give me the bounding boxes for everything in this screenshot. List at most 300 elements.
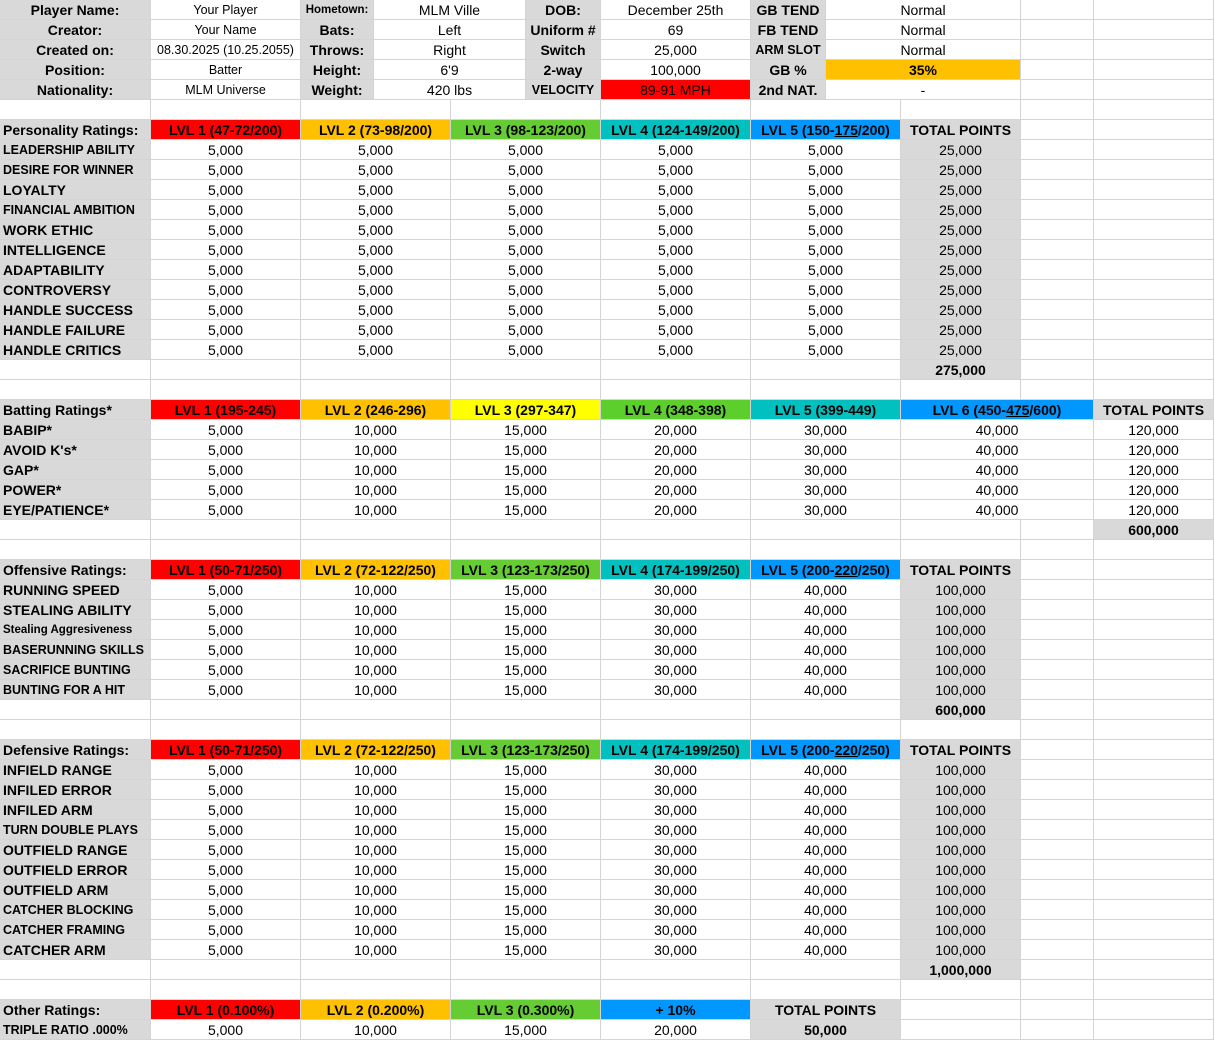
empty-cell[interactable] <box>1021 780 1094 800</box>
empty-cell[interactable] <box>601 360 751 380</box>
rating-cost[interactable]: 5,000 <box>151 860 301 880</box>
level-header[interactable]: LVL 2 (72-122/250) <box>301 560 451 580</box>
rating-cost[interactable]: 5,000 <box>451 280 601 300</box>
empty-cell[interactable] <box>0 960 151 980</box>
empty-cell[interactable] <box>601 720 751 740</box>
rating-cost[interactable]: 15,000 <box>451 440 601 460</box>
empty-cell[interactable] <box>301 520 451 540</box>
rating-total[interactable]: 25,000 <box>901 320 1021 340</box>
empty-cell[interactable] <box>1094 0 1214 20</box>
rating-cost[interactable]: 5,000 <box>151 920 301 940</box>
level-header[interactable]: LVL 3 (123-173/250) <box>451 560 601 580</box>
info-label[interactable]: Position: <box>0 60 151 80</box>
level-header[interactable]: LVL 3 (98-123/200) <box>451 120 601 140</box>
rating-cost[interactable]: 10,000 <box>301 940 451 960</box>
level-header[interactable]: LVL 3 (123-173/250) <box>451 740 601 760</box>
info-label[interactable]: 2-way <box>526 60 601 80</box>
empty-cell[interactable] <box>1021 940 1094 960</box>
level-header[interactable]: LVL 2 (0.200%) <box>301 1000 451 1020</box>
empty-cell[interactable] <box>1021 120 1094 140</box>
rating-cost[interactable]: 5,000 <box>151 220 301 240</box>
rating-cost[interactable]: 5,000 <box>151 260 301 280</box>
empty-cell[interactable] <box>901 100 1021 120</box>
empty-cell[interactable] <box>601 700 751 720</box>
rating-cost[interactable]: 5,000 <box>751 140 901 160</box>
info-label[interactable]: 2nd NAT. <box>751 80 826 100</box>
rating-cost[interactable]: 5,000 <box>151 340 301 360</box>
info-value[interactable]: MLM Ville <box>374 0 526 20</box>
empty-cell[interactable] <box>301 540 451 560</box>
empty-cell[interactable] <box>451 540 601 560</box>
total-points-header[interactable]: TOTAL POINTS <box>1094 400 1214 420</box>
info-label[interactable]: Player Name: <box>0 0 151 20</box>
rating-total[interactable]: 120,000 <box>1094 460 1214 480</box>
empty-cell[interactable] <box>1021 100 1094 120</box>
empty-cell[interactable] <box>1094 940 1214 960</box>
total-points-header[interactable]: TOTAL POINTS <box>901 560 1021 580</box>
empty-cell[interactable] <box>1094 900 1214 920</box>
empty-cell[interactable] <box>901 1020 1021 1040</box>
rating-cost[interactable]: 10,000 <box>301 640 451 660</box>
rating-cost[interactable]: 10,000 <box>301 780 451 800</box>
section-title[interactable]: Other Ratings: <box>0 1000 151 1020</box>
empty-cell[interactable] <box>1094 60 1214 80</box>
empty-cell[interactable] <box>1021 20 1094 40</box>
empty-cell[interactable] <box>901 380 1021 400</box>
rating-cost[interactable]: 15,000 <box>451 500 601 520</box>
rating-cost[interactable]: 15,000 <box>451 760 601 780</box>
rating-cost[interactable]: 30,000 <box>601 760 751 780</box>
rating-cost[interactable]: 10,000 <box>301 840 451 860</box>
empty-cell[interactable] <box>0 980 151 1000</box>
rating-cost[interactable]: 5,000 <box>151 180 301 200</box>
grand-total[interactable]: 600,000 <box>1094 520 1214 540</box>
rating-cost[interactable]: 40,000 <box>751 600 901 620</box>
rating-cost[interactable]: 10,000 <box>301 420 451 440</box>
rating-cost[interactable]: 5,000 <box>601 340 751 360</box>
empty-cell[interactable] <box>1094 700 1214 720</box>
empty-cell[interactable] <box>1021 800 1094 820</box>
rating-cost[interactable]: 40,000 <box>751 620 901 640</box>
rating-cost[interactable]: 5,000 <box>151 420 301 440</box>
info-label[interactable]: VELOCITY <box>526 80 601 100</box>
empty-cell[interactable] <box>1094 620 1214 640</box>
info-value[interactable]: 89-91 MPH <box>601 80 751 100</box>
grand-total[interactable]: 275,000 <box>901 360 1021 380</box>
empty-cell[interactable] <box>1094 840 1214 860</box>
rating-name[interactable]: WORK ETHIC <box>0 220 151 240</box>
empty-cell[interactable] <box>1094 380 1214 400</box>
info-label[interactable]: GB TEND <box>751 0 826 20</box>
empty-cell[interactable] <box>301 980 451 1000</box>
empty-cell[interactable] <box>1094 760 1214 780</box>
level-header[interactable]: LVL 2 (72-122/250) <box>301 740 451 760</box>
empty-cell[interactable] <box>151 960 301 980</box>
empty-cell[interactable] <box>1094 360 1214 380</box>
rating-cost[interactable]: 30,000 <box>751 480 901 500</box>
rating-cost[interactable]: 5,000 <box>301 200 451 220</box>
rating-cost[interactable]: 5,000 <box>601 180 751 200</box>
rating-cost[interactable]: 5,000 <box>151 440 301 460</box>
rating-cost[interactable]: 5,000 <box>451 260 601 280</box>
empty-cell[interactable] <box>1021 600 1094 620</box>
rating-cost[interactable]: 5,000 <box>751 260 901 280</box>
rating-cost[interactable]: 15,000 <box>451 880 601 900</box>
empty-cell[interactable] <box>1021 40 1094 60</box>
empty-cell[interactable] <box>1094 580 1214 600</box>
rating-name[interactable]: HANDLE CRITICS <box>0 340 151 360</box>
info-value[interactable]: Normal <box>826 20 1021 40</box>
rating-cost[interactable]: 30,000 <box>751 420 901 440</box>
rating-cost[interactable]: 40,000 <box>751 800 901 820</box>
rating-total[interactable]: 25,000 <box>901 220 1021 240</box>
rating-cost[interactable]: 30,000 <box>601 680 751 700</box>
rating-cost[interactable]: 30,000 <box>751 460 901 480</box>
empty-cell[interactable] <box>751 360 901 380</box>
empty-cell[interactable] <box>601 100 751 120</box>
rating-cost[interactable]: 10,000 <box>301 500 451 520</box>
rating-cost[interactable]: 30,000 <box>601 780 751 800</box>
rating-cost[interactable]: 5,000 <box>151 640 301 660</box>
empty-cell[interactable] <box>1094 280 1214 300</box>
empty-cell[interactable] <box>1021 280 1094 300</box>
empty-cell[interactable] <box>0 360 151 380</box>
level-header[interactable]: LVL 3 (0.300%) <box>451 1000 601 1020</box>
empty-cell[interactable] <box>1021 360 1094 380</box>
rating-cost[interactable]: 5,000 <box>601 140 751 160</box>
empty-cell[interactable] <box>1021 580 1094 600</box>
rating-cost[interactable]: 15,000 <box>451 600 601 620</box>
rating-cost[interactable]: 20,000 <box>601 480 751 500</box>
info-value[interactable]: Batter <box>151 60 301 80</box>
rating-total[interactable]: 25,000 <box>901 340 1021 360</box>
rating-cost[interactable]: 40,000 <box>751 840 901 860</box>
rating-cost[interactable]: 30,000 <box>601 660 751 680</box>
empty-cell[interactable] <box>1094 680 1214 700</box>
empty-cell[interactable] <box>1094 720 1214 740</box>
empty-cell[interactable] <box>1094 660 1214 680</box>
empty-cell[interactable] <box>1021 640 1094 660</box>
rating-cost[interactable]: 5,000 <box>451 180 601 200</box>
empty-cell[interactable] <box>1021 80 1094 100</box>
rating-cost[interactable]: 5,000 <box>151 580 301 600</box>
rating-cost[interactable]: 5,000 <box>151 660 301 680</box>
rating-cost[interactable]: 30,000 <box>601 840 751 860</box>
rating-cost[interactable]: 15,000 <box>451 460 601 480</box>
info-value[interactable]: 100,000 <box>601 60 751 80</box>
empty-cell[interactable] <box>151 700 301 720</box>
empty-cell[interactable] <box>301 380 451 400</box>
info-value[interactable]: December 25th <box>601 0 751 20</box>
rating-cost[interactable]: 5,000 <box>151 500 301 520</box>
rating-cost[interactable]: 10,000 <box>301 620 451 640</box>
rating-total[interactable]: 100,000 <box>901 800 1021 820</box>
empty-cell[interactable] <box>151 980 301 1000</box>
rating-cost[interactable]: 5,000 <box>151 300 301 320</box>
rating-name[interactable]: HANDLE FAILURE <box>0 320 151 340</box>
rating-cost[interactable]: 15,000 <box>451 1020 601 1040</box>
rating-cost[interactable]: 5,000 <box>751 280 901 300</box>
empty-cell[interactable] <box>1021 60 1094 80</box>
empty-cell[interactable] <box>901 1000 1021 1020</box>
rating-cost[interactable]: 30,000 <box>751 440 901 460</box>
info-label[interactable]: Throws: <box>301 40 374 60</box>
rating-cost[interactable]: 5,000 <box>151 840 301 860</box>
level-header[interactable]: LVL 4 (124-149/200) <box>601 120 751 140</box>
empty-cell[interactable] <box>1021 300 1094 320</box>
empty-cell[interactable] <box>1094 240 1214 260</box>
rating-cost[interactable]: 10,000 <box>301 680 451 700</box>
rating-total[interactable]: 100,000 <box>901 580 1021 600</box>
rating-total[interactable]: 25,000 <box>901 180 1021 200</box>
empty-cell[interactable] <box>1021 540 1094 560</box>
info-value[interactable]: 420 lbs <box>374 80 526 100</box>
rating-cost[interactable]: 5,000 <box>451 140 601 160</box>
empty-cell[interactable] <box>1021 160 1094 180</box>
info-label[interactable]: Created on: <box>0 40 151 60</box>
empty-cell[interactable] <box>1021 240 1094 260</box>
info-value[interactable]: MLM Universe <box>151 80 301 100</box>
rating-cost[interactable]: 5,000 <box>301 240 451 260</box>
rating-total[interactable]: 100,000 <box>901 620 1021 640</box>
info-value[interactable]: 69 <box>601 20 751 40</box>
empty-cell[interactable] <box>601 540 751 560</box>
rating-name[interactable]: RUNNING SPEED <box>0 580 151 600</box>
rating-cost[interactable]: 5,000 <box>301 280 451 300</box>
rating-cost[interactable]: 5,000 <box>301 140 451 160</box>
info-value[interactable]: 25,000 <box>601 40 751 60</box>
rating-cost[interactable]: 40,000 <box>901 500 1094 520</box>
rating-cost[interactable]: 5,000 <box>151 680 301 700</box>
rating-cost[interactable]: 5,000 <box>751 300 901 320</box>
empty-cell[interactable] <box>751 520 901 540</box>
rating-cost[interactable]: 15,000 <box>451 480 601 500</box>
empty-cell[interactable] <box>1094 20 1214 40</box>
empty-cell[interactable] <box>1094 960 1214 980</box>
rating-cost[interactable]: 15,000 <box>451 780 601 800</box>
empty-cell[interactable] <box>1094 260 1214 280</box>
rating-cost[interactable]: 15,000 <box>451 580 601 600</box>
rating-name[interactable]: CATCHER BLOCKING <box>0 900 151 920</box>
empty-cell[interactable] <box>751 700 901 720</box>
empty-cell[interactable] <box>901 980 1021 1000</box>
section-title[interactable]: Offensive Ratings: <box>0 560 151 580</box>
rating-total[interactable]: 25,000 <box>901 200 1021 220</box>
empty-cell[interactable] <box>1021 140 1094 160</box>
level-header[interactable]: LVL 1 (0.100%) <box>151 1000 301 1020</box>
level-header-max[interactable] <box>901 400 1094 420</box>
empty-cell[interactable] <box>1094 100 1214 120</box>
info-value[interactable]: Your Player <box>151 0 301 20</box>
rating-name[interactable]: BABIP* <box>0 420 151 440</box>
rating-cost[interactable]: 40,000 <box>751 640 901 660</box>
empty-cell[interactable] <box>1094 1020 1214 1040</box>
rating-cost[interactable]: 10,000 <box>301 1020 451 1040</box>
empty-cell[interactable] <box>1094 200 1214 220</box>
rating-name[interactable]: EYE/PATIENCE* <box>0 500 151 520</box>
total-points-header[interactable]: TOTAL POINTS <box>901 740 1021 760</box>
rating-cost[interactable]: 40,000 <box>901 480 1094 500</box>
rating-cost[interactable]: 30,000 <box>601 620 751 640</box>
empty-cell[interactable] <box>1021 660 1094 680</box>
empty-cell[interactable] <box>1021 0 1094 20</box>
rating-cost[interactable]: 20,000 <box>601 460 751 480</box>
rating-cost[interactable]: 5,000 <box>751 320 901 340</box>
empty-cell[interactable] <box>1094 1000 1214 1020</box>
info-label[interactable]: DOB: <box>526 0 601 20</box>
empty-cell[interactable] <box>1021 620 1094 640</box>
rating-cost[interactable]: 30,000 <box>601 940 751 960</box>
rating-total[interactable]: 100,000 <box>901 920 1021 940</box>
empty-cell[interactable] <box>301 960 451 980</box>
rating-cost[interactable]: 15,000 <box>451 420 601 440</box>
rating-cost[interactable]: 30,000 <box>601 820 751 840</box>
rating-cost[interactable]: 5,000 <box>301 160 451 180</box>
rating-total[interactable]: 25,000 <box>901 240 1021 260</box>
info-label[interactable]: GB % <box>751 60 826 80</box>
empty-cell[interactable] <box>151 380 301 400</box>
empty-cell[interactable] <box>1021 320 1094 340</box>
rating-name[interactable]: CATCHER ARM <box>0 940 151 960</box>
empty-cell[interactable] <box>1094 600 1214 620</box>
level-header[interactable]: LVL 1 (195-245) <box>151 400 301 420</box>
empty-cell[interactable] <box>1021 200 1094 220</box>
rating-cost[interactable]: 5,000 <box>751 220 901 240</box>
rating-cost[interactable]: 40,000 <box>901 460 1094 480</box>
rating-name[interactable]: TURN DOUBLE PLAYS <box>0 820 151 840</box>
empty-cell[interactable] <box>451 380 601 400</box>
rating-cost[interactable]: 5,000 <box>301 340 451 360</box>
empty-cell[interactable] <box>1021 880 1094 900</box>
rating-total[interactable]: 100,000 <box>901 660 1021 680</box>
rating-cost[interactable]: 15,000 <box>451 640 601 660</box>
level-header[interactable]: LVL 1 (47-72/200) <box>151 120 301 140</box>
rating-cost[interactable]: 15,000 <box>451 820 601 840</box>
info-label[interactable]: ARM SLOT <box>751 40 826 60</box>
rating-cost[interactable]: 30,000 <box>601 640 751 660</box>
rating-cost[interactable]: 5,000 <box>151 800 301 820</box>
section-title[interactable]: Defensive Ratings: <box>0 740 151 760</box>
rating-cost[interactable]: 5,000 <box>751 340 901 360</box>
empty-cell[interactable] <box>451 960 601 980</box>
rating-cost[interactable]: 5,000 <box>601 240 751 260</box>
info-label[interactable]: Uniform # <box>526 20 601 40</box>
rating-cost[interactable]: 5,000 <box>151 460 301 480</box>
empty-cell[interactable] <box>1094 320 1214 340</box>
rating-name[interactable]: SACRIFICE BUNTING <box>0 660 151 680</box>
rating-cost[interactable]: 40,000 <box>901 420 1094 440</box>
empty-cell[interactable] <box>1021 700 1094 720</box>
empty-cell[interactable] <box>1094 860 1214 880</box>
empty-cell[interactable] <box>751 540 901 560</box>
rating-cost[interactable]: 30,000 <box>601 880 751 900</box>
rating-name[interactable]: INFILED ERROR <box>0 780 151 800</box>
empty-cell[interactable] <box>1094 540 1214 560</box>
rating-name[interactable]: LOYALTY <box>0 180 151 200</box>
rating-name[interactable]: Stealing Aggresiveness <box>0 620 151 640</box>
empty-cell[interactable] <box>1021 220 1094 240</box>
rating-cost[interactable]: 5,000 <box>151 320 301 340</box>
grand-total[interactable]: 1,000,000 <box>901 960 1021 980</box>
rating-name[interactable]: STEALING ABILITY <box>0 600 151 620</box>
empty-cell[interactable] <box>901 720 1021 740</box>
empty-cell[interactable] <box>751 980 901 1000</box>
rating-cost[interactable]: 40,000 <box>751 580 901 600</box>
empty-cell[interactable] <box>1021 260 1094 280</box>
rating-cost[interactable]: 5,000 <box>151 900 301 920</box>
rating-cost[interactable]: 10,000 <box>301 460 451 480</box>
rating-cost[interactable]: 10,000 <box>301 820 451 840</box>
rating-cost[interactable]: 5,000 <box>151 820 301 840</box>
empty-cell[interactable] <box>301 360 451 380</box>
empty-cell[interactable] <box>1021 860 1094 880</box>
rating-cost[interactable]: 10,000 <box>301 900 451 920</box>
rating-cost[interactable]: 5,000 <box>451 220 601 240</box>
total-points-header[interactable]: TOTAL POINTS <box>751 1000 901 1020</box>
rating-cost[interactable]: 30,000 <box>601 580 751 600</box>
info-value[interactable]: Normal <box>826 40 1021 60</box>
rating-cost[interactable]: 5,000 <box>151 600 301 620</box>
empty-cell[interactable] <box>1021 960 1094 980</box>
empty-cell[interactable] <box>1094 920 1214 940</box>
empty-cell[interactable] <box>0 540 151 560</box>
rating-name[interactable]: POWER* <box>0 480 151 500</box>
rating-total[interactable]: 100,000 <box>901 680 1021 700</box>
empty-cell[interactable] <box>1021 680 1094 700</box>
rating-cost[interactable]: 10,000 <box>301 880 451 900</box>
rating-cost[interactable]: 30,000 <box>751 500 901 520</box>
rating-total[interactable]: 100,000 <box>901 840 1021 860</box>
empty-cell[interactable] <box>1021 840 1094 860</box>
level-header[interactable]: LVL 4 (174-199/250) <box>601 560 751 580</box>
empty-cell[interactable] <box>1021 1020 1094 1040</box>
empty-cell[interactable] <box>751 720 901 740</box>
rating-cost[interactable]: 5,000 <box>601 160 751 180</box>
empty-cell[interactable] <box>0 100 151 120</box>
rating-cost[interactable]: 40,000 <box>751 920 901 940</box>
level-header-max[interactable] <box>751 740 901 760</box>
level-header[interactable]: + 10% <box>601 1000 751 1020</box>
level-header[interactable]: LVL 2 (73-98/200) <box>301 120 451 140</box>
level-header-max[interactable] <box>751 560 901 580</box>
empty-cell[interactable] <box>601 960 751 980</box>
empty-cell[interactable] <box>151 720 301 740</box>
info-value[interactable]: - <box>826 80 1021 100</box>
rating-total[interactable]: 100,000 <box>901 780 1021 800</box>
empty-cell[interactable] <box>1021 820 1094 840</box>
rating-name[interactable]: DESIRE FOR WINNER <box>0 160 151 180</box>
level-header[interactable]: LVL 1 (50-71/250) <box>151 560 301 580</box>
empty-cell[interactable] <box>1021 900 1094 920</box>
empty-cell[interactable] <box>1021 740 1094 760</box>
rating-cost[interactable]: 15,000 <box>451 680 601 700</box>
info-value[interactable]: Right <box>374 40 526 60</box>
rating-cost[interactable]: 5,000 <box>451 320 601 340</box>
info-label[interactable]: Creator: <box>0 20 151 40</box>
total-points-header[interactable]: TOTAL POINTS <box>901 120 1021 140</box>
empty-cell[interactable] <box>1021 560 1094 580</box>
rating-name[interactable]: OUTFIELD ARM <box>0 880 151 900</box>
empty-cell[interactable] <box>1021 340 1094 360</box>
rating-cost[interactable]: 5,000 <box>301 220 451 240</box>
empty-cell[interactable] <box>451 980 601 1000</box>
rating-cost[interactable]: 5,000 <box>301 180 451 200</box>
rating-name[interactable]: OUTFIELD RANGE <box>0 840 151 860</box>
rating-cost[interactable]: 5,000 <box>601 220 751 240</box>
rating-cost[interactable]: 5,000 <box>301 320 451 340</box>
empty-cell[interactable] <box>301 720 451 740</box>
rating-cost[interactable]: 5,000 <box>601 280 751 300</box>
